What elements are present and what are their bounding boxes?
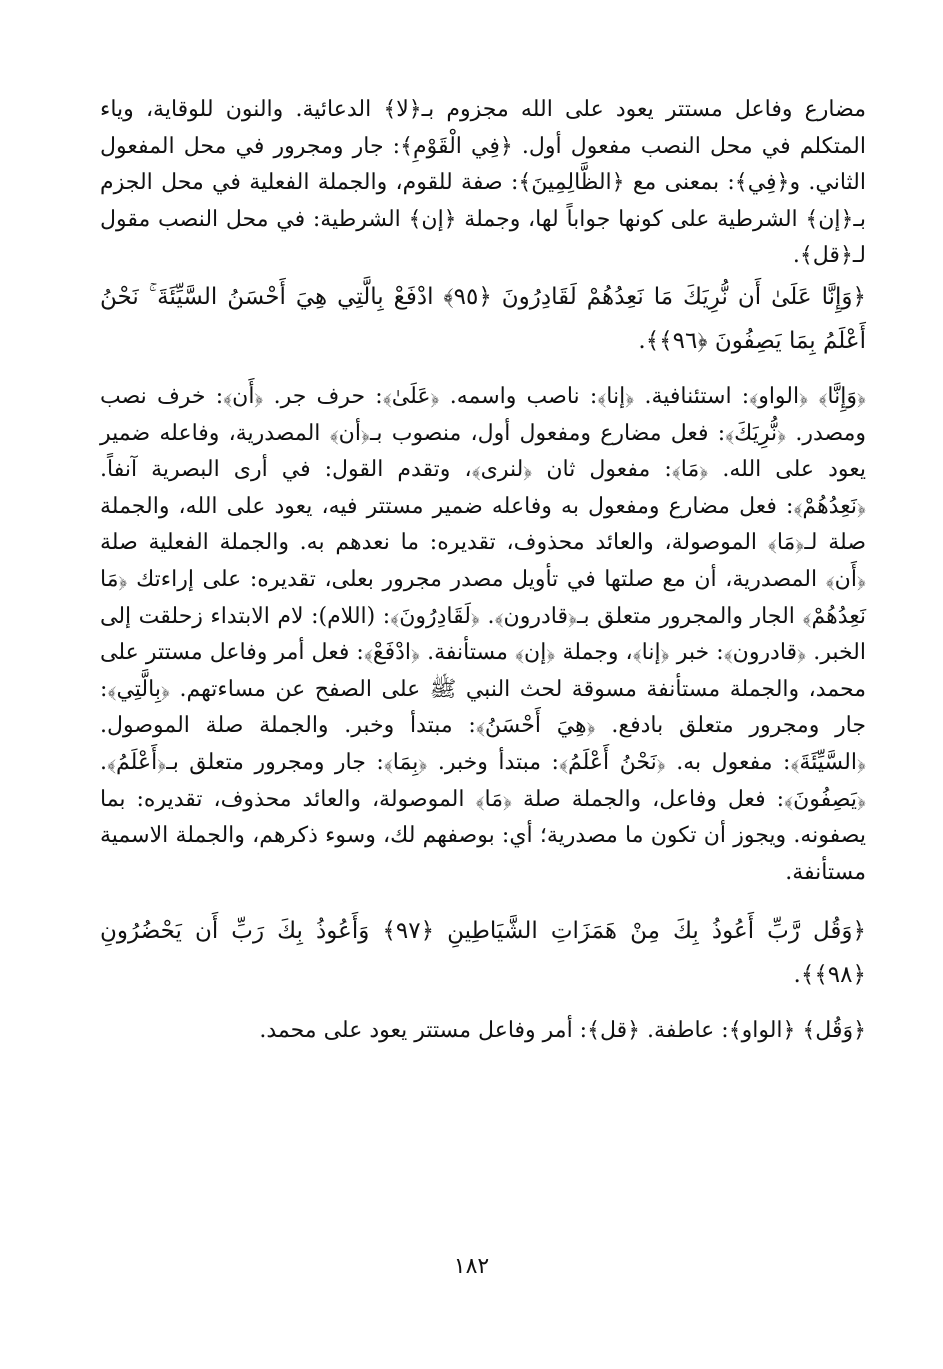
page-number: ١٨٢ bbox=[453, 1254, 490, 1279]
quran-verse-97-98: ﴿وَقُل رَّبِّ أَعُوذُ بِكَ مِنْ هَمَزَاتِ الشَّيَاطِينِ ﴿٩٧﴾ وَأَعُوذُ بِكَ رَبِّ أَن يَحْضُرُونِ ﴿٩٨﴾﴾. bbox=[100, 918, 866, 989]
page-body bbox=[100, 92, 866, 1050]
paragraph-grammar-1: مضارع وفاعل مستتر يعود على الله مجزوم بـ﴿لا﴾ الدعائية. والنون للوقاية، وياء المتكلم في محل النصب مفعول أول. ﴿فِي الْقَوْمِ﴾: جار ومجرور في محل المفعول الثاني. و﴿فِي﴾: بمعنى مع ﴿الظَّالِمِينَ﴾: صفة للقوم، والجملة الفعلية في محل الجزم بـ﴿إن﴾ الشرطية على كونها جواباً لها، وجملة ﴿إن﴾ الشرطية: في محل النصب مقول لـ﴿قل﴾. bbox=[100, 97, 866, 269]
paragraph-grammar-3: ﴿وَقُل﴾ ﴿الواو﴾: عاطفة. ﴿قل﴾: أمر وفاعل مستتر يعود على محمد. bbox=[259, 1018, 866, 1044]
quran-verse-95-96: ﴿وَإِنَّا عَلَىٰ أَن نُّرِيَكَ مَا نَعِدُهُمْ لَقَادِرُونَ ﴿٩٥﴾ ادْفَعْ بِالَّتِي هِيَ أَحْسَنُ السَّيِّئَةَ ۚ نَحْنُ أَعْلَمُ بِمَا يَصِفُونَ ﴿٩٦﴾﴾. bbox=[100, 283, 866, 354]
paragraph-grammar-2: ﴿وَإِنَّا﴾ ﴿الواو﴾: استئنافية. ﴿إنا﴾: ناصب واسمه. ﴿عَلَىٰ﴾: حرف جر. ﴿أَن﴾: خرف نصب ومصدر. ﴿نُّرِيَكَ﴾: فعل مضارع ومفعول أول، منصوب بـ﴿أن﴾ المصدرية، وفاعله ضمير يعود على الله. ﴿مَا﴾: مفعول ثان ﴿لنرى﴾، وتقدم القول: في أرى البصرية آنفاً. ﴿نَعِدُهُمْ﴾: فعل مضارع ومفعول به وفاعله ضمير مستتر فيه، يعود على الله، والجملة صلة لـ﴿مَا﴾ الموصولة، والعائد محذوف، تقديره: ما نعدهم به. والجملة الفعلية صلة ﴿أَن﴾ المصدرية، أن مع صلتها في تأويل مصدر مجرور بعلى، تقديره: على إراءتك ﴿مَا نَعِدُهُمْ﴾ الجار والمجرور متعلق بـ﴿قادرون﴾. ﴿لَقَادِرُونَ﴾: (اللام): لام الابتداء زحلقت إلى الخبر. ﴿قادرون﴾: خبر ﴿إنا﴾، وجملة ﴿إن﴾ مستأنفة. ﴿ادْفَعْ﴾: فعل أمر وفاعل مستتر على محمد، والجملة مستأنفة مسوقة لحث النبي ﷺ على الصفح عن مساءتهم. ﴿بِالَّتِي﴾: جار ومجرور متعلق بادفع. ﴿هِيَ أَحْسَنُ﴾: مبتدأ وخبر. والجملة صلة الموصول. ﴿السَّيِّئَةَ﴾: مفعول به. ﴿نَحْنُ أَعْلَمُ﴾: مبتدأ وخبر. ﴿بِمَا﴾: جار ومجرور متعلق بـ﴿أَعْلَمُ﴾. ﴿يَصِفُونَ﴾: فعل وفاعل، والجملة صلة ﴿مَا﴾ الموصولة، والعائد محذوف، تقديره: بما يصفونه. ويجوز أن تكون ما مصدرية؛ أي: بوصفهم لك، وسوء ذكرهم، والجملة الاسمية مستأنفة. bbox=[100, 383, 866, 885]
